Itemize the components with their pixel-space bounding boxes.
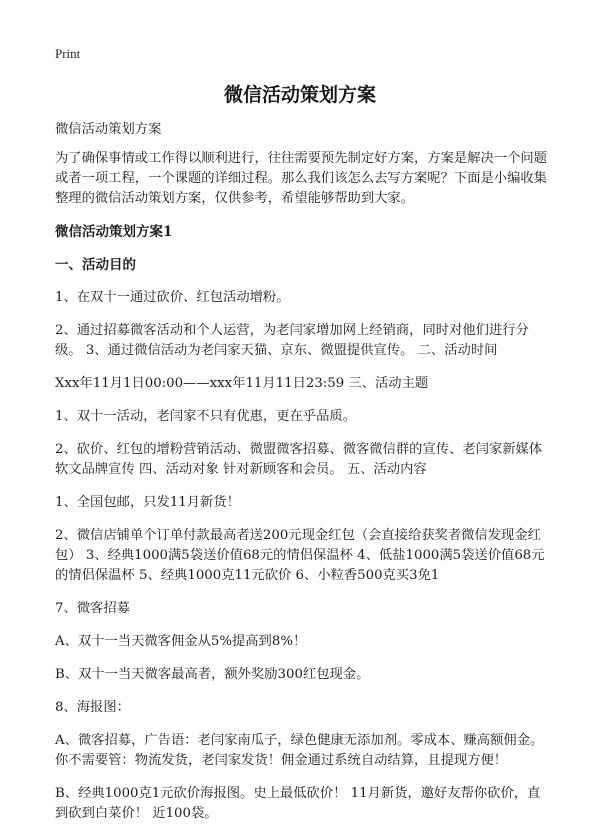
paragraph: 2、砍价、红包的增粉营销活动、微盟微客招募、微客微信群的宣传、老闫家新媒体软文品牌宣传 四、活动对象 针对新顾客和会员。 五、活动内容 — [55, 442, 543, 477]
intro-paragraph: 为了确保事情或工作得以顺利进行，往往需要预先制定好方案，方案是解决一个问题或者一项工程，一个课题的详细过程。那么我们该怎么去写方案呢？下面是小编收集整理的微信活动策划方案，仅供参考，希望能够帮助到大家。 — [55, 151, 547, 206]
paragraph: 7、微客招募 — [55, 601, 130, 616]
print-label[interactable]: Print — [55, 46, 81, 61]
paragraph: A、微客招募，广告语：老闫家南瓜子，绿色健康无添加剂。零成本、赚高额佣金。你不需要管：物流发货，老闫家发货！佣金通过系统自动结算，且提现方便！ — [55, 733, 544, 768]
paragraph: 2、微信店铺单个订单付款最高者送200元现金红包（会直接给获奖者微信发现金红包） 3、经典1000满5袋送价值68元的情侣保温杯 4、低盐1000满5袋送价值68元的情侣保温杯 5、经典1000克11元砍价 6、小粒香500克买3免1 — [55, 528, 545, 583]
document-subtitle: 微信活动策划方案 — [55, 122, 162, 137]
paragraph: B、经典1000克1元砍价海报图。史上最低砍价！ 11月新货，邀好友帮你砍价，直到砍到白菜价！ 近100袋。 — [55, 786, 541, 821]
paragraph: 1、双十一活动，老闫家不只有优惠，更在乎品质。 — [55, 409, 356, 424]
plan-heading: 微信活动策划方案1 — [55, 224, 173, 240]
paragraph: 1、全国包邮，只发11月新货！ — [55, 495, 240, 510]
paragraph: B、双十一当天微客最高者，额外奖励300红包现金。 — [55, 667, 370, 682]
paragraph: A、双十一当天微客佣金从5%提高到8%！ — [55, 634, 307, 649]
paragraph: 2、通过招募微客活动和个人运营，为老闫家增加网上经销商，同时对他们进行分级。 3、通过微信活动为老闫家天猫、京东、微盟提供宣传。 二、活动时间 — [55, 323, 529, 358]
paragraph: 8、海报图： — [55, 700, 130, 715]
section-heading-purpose: 一、活动目的 — [55, 257, 136, 273]
document-title: 微信活动策划方案 — [223, 84, 376, 106]
paragraph: 1、在双十一通过砍价、红包活动增粉。 — [55, 290, 290, 305]
paragraph: Xxx年11月1日00:00——xxx年11月11日23:59 三、活动主题 — [55, 376, 429, 391]
document-body — [55, 120, 547, 837]
